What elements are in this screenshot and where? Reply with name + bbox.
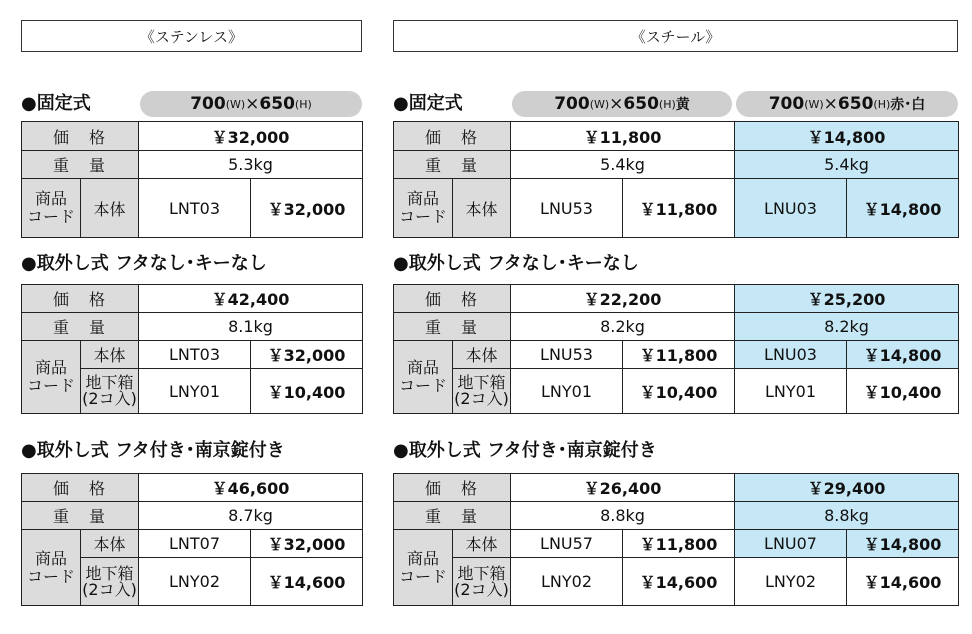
product-code: LNY02: [511, 558, 623, 606]
product-code: LNU07: [735, 530, 847, 558]
body-label: 本体: [453, 341, 511, 369]
product-code: LNY01: [735, 369, 847, 414]
product-code-label: 商品 コード: [22, 341, 81, 414]
underground-box-label: 地下箱 (2コ入): [453, 369, 511, 414]
product-price: ￥10,400: [251, 369, 363, 414]
size-pill-red-white: 700 (W) × 650 (H) 赤･白: [736, 91, 958, 117]
product-price: ￥14,600: [623, 558, 735, 606]
product-code-label: 商品 コード: [394, 530, 453, 606]
weight-label: 重 量: [394, 151, 511, 179]
spec-table: [21, 473, 363, 606]
body-label: 本体: [453, 530, 511, 558]
weight-value: 8.1kg: [139, 313, 363, 341]
price-label: 価 格: [394, 285, 511, 313]
product-code: LNY02: [735, 558, 847, 606]
section-title: ●取外し式 フタなし･キーなし: [21, 253, 267, 274]
product-code: LNY01: [511, 369, 623, 414]
price-label: 価 格: [22, 122, 139, 151]
price-value-yellow: ￥26,400: [511, 474, 735, 502]
product-code: LNU03: [735, 179, 847, 238]
weight-label: 重 量: [22, 502, 139, 530]
product-price: ￥14,600: [847, 558, 959, 606]
price-value-red-white: ￥29,400: [735, 474, 959, 502]
product-price: ￥32,000: [251, 341, 363, 369]
product-code: LNT03: [139, 179, 251, 238]
price-value-red-white: ￥14,800: [735, 122, 959, 151]
product-price: ￥11,800: [623, 341, 735, 369]
product-price: ￥14,600: [251, 558, 363, 606]
weight-value-yellow: 8.2kg: [511, 313, 735, 341]
spec-table: [393, 473, 959, 606]
price-label: 価 格: [22, 285, 139, 313]
size-pill: 700 (W) × 650 (H): [140, 91, 362, 117]
product-price: ￥14,800: [847, 341, 959, 369]
weight-label: 重 量: [22, 151, 139, 179]
price-value: ￥46,600: [139, 474, 363, 502]
product-price: ￥10,400: [847, 369, 959, 414]
stainless-header: 《ステンレス》: [21, 20, 362, 52]
weight-label: 重 量: [394, 313, 511, 341]
price-value: ￥32,000: [139, 122, 363, 151]
product-code: LNT07: [139, 530, 251, 558]
spec-table: [393, 284, 959, 414]
product-code-label: 商品 コード: [22, 179, 81, 238]
product-code: LNU53: [511, 341, 623, 369]
body-label: 本体: [453, 179, 511, 238]
body-label: 本体: [81, 530, 139, 558]
product-price: ￥10,400: [623, 369, 735, 414]
product-code-label: 商品 コード: [394, 179, 453, 238]
product-code: LNU57: [511, 530, 623, 558]
section-title: ●固定式: [21, 93, 91, 114]
product-price: ￥32,000: [251, 530, 363, 558]
price-label: 価 格: [22, 474, 139, 502]
spec-table: [21, 121, 363, 238]
product-code: LNU03: [735, 341, 847, 369]
price-value-yellow: ￥11,800: [511, 122, 735, 151]
price-value-red-white: ￥25,200: [735, 285, 959, 313]
weight-value-red-white: 8.8kg: [735, 502, 959, 530]
size-pill-yellow: 700 (W) × 650 (H) 黄: [512, 91, 732, 117]
spec-table: [21, 284, 363, 414]
weight-label: 重 量: [394, 502, 511, 530]
product-code: LNY02: [139, 558, 251, 606]
weight-value-red-white: 5.4kg: [735, 151, 959, 179]
product-code: LNT03: [139, 341, 251, 369]
product-price: ￥14,800: [847, 530, 959, 558]
product-code: LNY01: [139, 369, 251, 414]
steel-header: 《スチール》: [393, 20, 958, 52]
underground-box-label: 地下箱 (2コ入): [81, 369, 139, 414]
product-price: ￥14,800: [847, 179, 959, 238]
price-value-yellow: ￥22,200: [511, 285, 735, 313]
section-title: ●取外し式 フタ付き･南京錠付き: [21, 440, 285, 461]
price-label: 価 格: [394, 474, 511, 502]
body-label: 本体: [81, 341, 139, 369]
product-code: LNU53: [511, 179, 623, 238]
weight-value: 5.3kg: [139, 151, 363, 179]
weight-value-yellow: 5.4kg: [511, 151, 735, 179]
product-price: ￥32,000: [251, 179, 363, 238]
section-title: ●取外し式 フタ付き･南京錠付き: [393, 440, 657, 461]
body-label: 本体: [81, 179, 139, 238]
weight-value: 8.7kg: [139, 502, 363, 530]
price-value: ￥42,400: [139, 285, 363, 313]
spec-table: [393, 121, 959, 238]
underground-box-label: 地下箱 (2コ入): [453, 558, 511, 606]
underground-box-label: 地下箱 (2コ入): [81, 558, 139, 606]
weight-value-yellow: 8.8kg: [511, 502, 735, 530]
weight-value-red-white: 8.2kg: [735, 313, 959, 341]
product-code-label: 商品 コード: [394, 341, 453, 414]
section-title: ●取外し式 フタなし･キーなし: [393, 253, 639, 274]
weight-label: 重 量: [22, 313, 139, 341]
section-title: ●固定式: [393, 93, 463, 114]
price-label: 価 格: [394, 122, 511, 151]
product-price: ￥11,800: [623, 179, 735, 238]
product-code-label: 商品 コード: [22, 530, 81, 606]
product-price: ￥11,800: [623, 530, 735, 558]
